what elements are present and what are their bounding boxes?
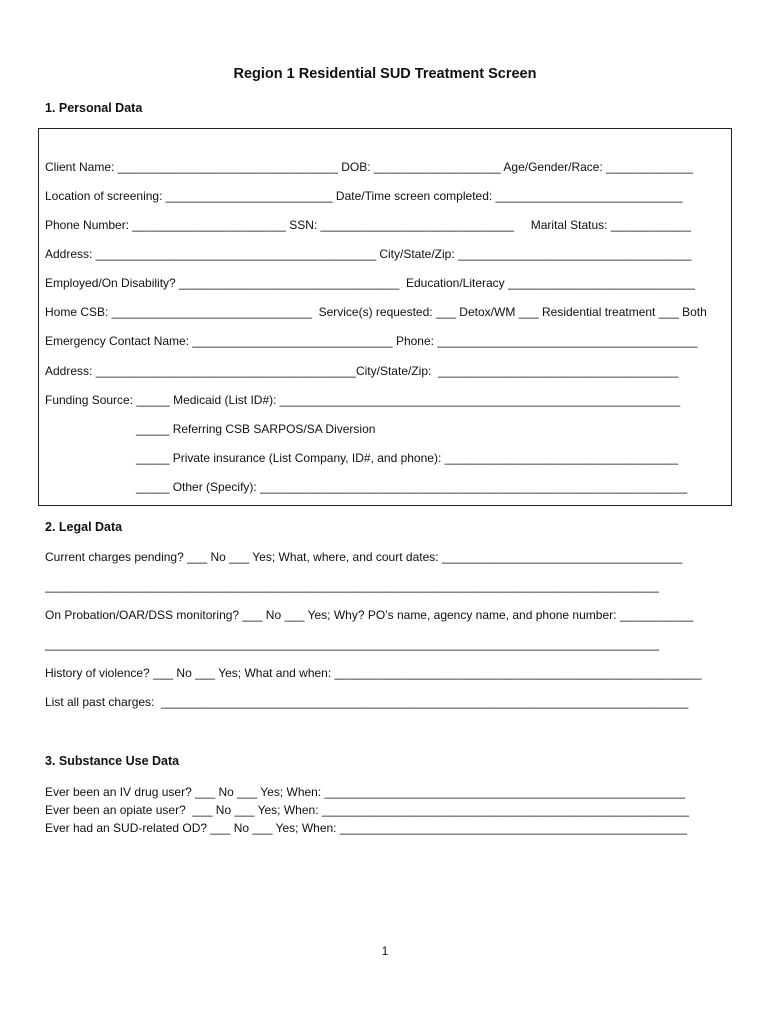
funding-source-line[interactable]: Funding Source: _____ Medicaid (List ID#): ____________________________________________________________ [45, 393, 681, 407]
page-number: 1 [381, 944, 389, 958]
location-line[interactable]: Location of screening: _________________________ Date/Time screen completed: ____________________________ [45, 189, 683, 203]
charges-pending-line[interactable]: Current charges pending? ___ No ___ Yes; What, where, and court dates: ____________________________________ [45, 550, 683, 564]
substance-use-heading: 3. Substance Use Data [45, 754, 180, 768]
personal-data-heading: 1. Personal Data [45, 101, 143, 115]
probation-line[interactable]: On Probation/OAR/DSS monitoring? ___ No ___ Yes; Why? PO’s name, agency name, and phone number: ___________ [45, 608, 694, 622]
overdose-line[interactable]: Ever had an SUD-related OD? ___ No ___ Yes; When: ____________________________________________________ [45, 821, 687, 835]
opiate-line[interactable]: Ever been an opiate user? ___ No ___ Yes; When: _______________________________________________________ [45, 803, 689, 817]
client-name-line[interactable]: Client Name: _________________________________ DOB: ___________________ Age/Gender/Race: _____________ [45, 160, 693, 174]
employment-line[interactable]: Employed/On Disability? _________________________________ Education/Literacy ____________________________ [45, 276, 695, 290]
emergency-address-line[interactable]: Address: _______________________________________City/State/Zip: ____________________________________ [45, 364, 679, 378]
home-csb-line[interactable]: Home CSB: ______________________________ Service(s) requested: ___ Detox/WM ___ Residential treatment ___ Both [45, 305, 707, 319]
document-title: Region 1 Residential SUD Treatment Screen [233, 66, 537, 82]
phone-line[interactable]: Phone Number: _______________________ SSN: _____________________________ Marital Status: ____________ [45, 218, 691, 232]
past-charges-line[interactable]: List all past charges: _______________________________________________________________________________ [45, 695, 689, 709]
funding-private-line[interactable]: _____ Private insurance (List Company, ID#, and phone): ___________________________________ [136, 451, 679, 465]
emergency-contact-line[interactable]: Emergency Contact Name: ______________________________ Phone: _______________________________________ [45, 334, 698, 348]
address-line[interactable]: Address: __________________________________________ City/State/Zip: ___________________________________ [45, 247, 692, 261]
funding-referring-line[interactable]: _____ Referring CSB SARPOS/SA Diversion [136, 422, 376, 436]
violence-history-line[interactable]: History of violence? ___ No ___ Yes; What and when: _______________________________________________________ [45, 666, 702, 680]
charges-continuation-line[interactable]: ____________________________________________________________________________________________ [45, 579, 659, 593]
legal-data-heading: 2. Legal Data [45, 520, 123, 534]
iv-drug-line[interactable]: Ever been an IV drug user? ___ No ___ Yes; When: ______________________________________________________ [45, 785, 685, 799]
probation-continuation-line[interactable]: ____________________________________________________________________________________________ [45, 637, 659, 651]
funding-other-line[interactable]: _____ Other (Specify): ________________________________________________________________ [136, 480, 688, 494]
